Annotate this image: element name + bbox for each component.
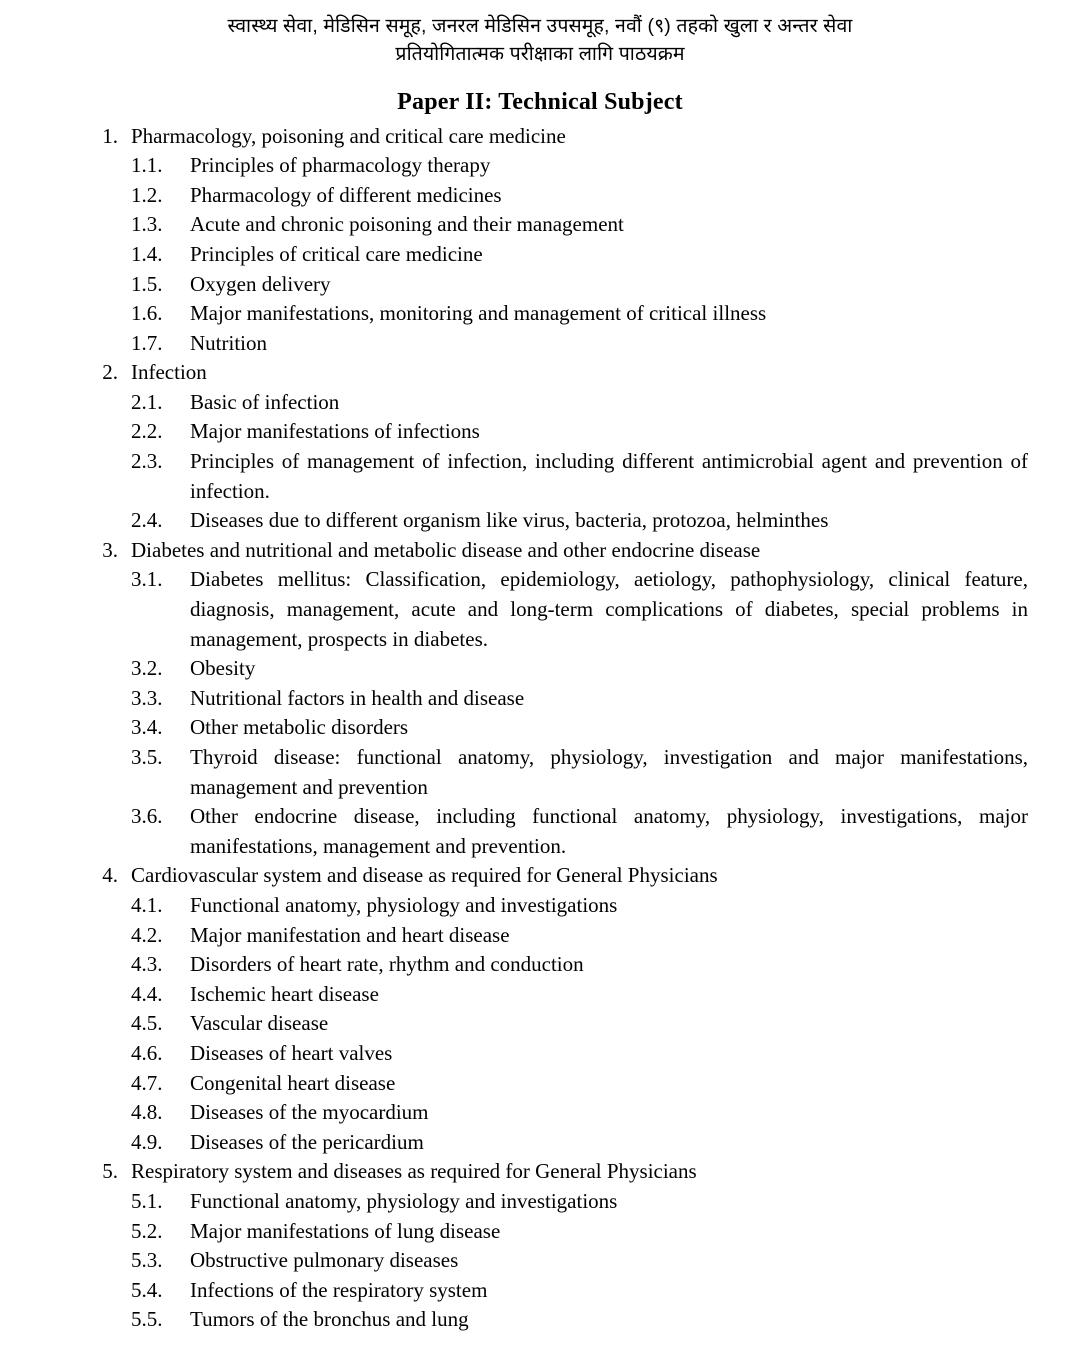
subsection-item (131, 1276, 1034, 1306)
section-number: 1. (102, 123, 118, 148)
subsection-text: Obstructive pulmonary diseases (190, 1248, 459, 1273)
subsection-text: Disorders of heart rate, rhythm and conduction (190, 952, 584, 977)
subsection-item (131, 1217, 1034, 1247)
subsection-number: 2.2. (131, 419, 163, 444)
subsection-number: 1.6. (131, 301, 163, 326)
section-title: Respiratory system and diseases as required for General Physicians (131, 1159, 697, 1184)
subsection-text: Functional anatomy, physiology and investigations (190, 892, 618, 917)
subsection-text: Oxygen delivery (190, 271, 331, 296)
subsection-text: Congenital heart disease (190, 1070, 396, 1095)
subsection-item (131, 181, 1034, 211)
subsection-text: Nutrition (190, 330, 267, 355)
subsection-item (131, 1187, 1034, 1217)
subsection-text: Major manifestations of lung disease (190, 1218, 501, 1243)
subsection-number: 3.3. (131, 685, 163, 710)
subsection-item (131, 447, 1034, 506)
subsection-list (131, 151, 1034, 358)
subsection-item (131, 1128, 1034, 1158)
subsection-list (131, 388, 1034, 536)
subsection-number: 3.6. (131, 804, 163, 829)
subsection-item (131, 1069, 1034, 1099)
subsection-item (131, 388, 1034, 418)
section-number: 5. (102, 1159, 118, 1184)
subsection-number: 4.4. (131, 981, 163, 1006)
section-number: 2. (102, 360, 118, 385)
subsection-item (131, 417, 1034, 447)
section-title: Pharmacology, poisoning and critical care medicine (131, 123, 566, 148)
section-title: Diabetes and nutritional and metabolic disease and other endocrine disease (131, 537, 761, 562)
subsection-item (131, 1098, 1034, 1128)
subsection-text: Pharmacology of different medicines (190, 182, 502, 207)
subsection-number: 4.8. (131, 1100, 163, 1125)
subsection-number: 1.2. (131, 182, 163, 207)
subsection-number: 2.4. (131, 508, 163, 533)
subsection-number: 1.4. (131, 241, 163, 266)
subsection-item (131, 802, 1034, 861)
subsection-text: Diseases of the pericardium (190, 1129, 424, 1154)
subsection-text: Major manifestations of infections (190, 419, 480, 444)
subsection-item (131, 1009, 1034, 1039)
subsection-item (131, 713, 1034, 743)
syllabus-section (46, 1157, 1034, 1335)
subsection-list (131, 891, 1034, 1157)
subsection-text: Tumors of the bronchus and lung (190, 1307, 469, 1332)
header-line-1: स्वास्थ्य सेवा, मेडिसिन समूह, जनरल मेडिसिन उपसमूह, नवौं (९) तहको खुला र अन्तर सेवा (227, 15, 853, 37)
subsection-text: Diseases due to different organism like virus, bacteria, protozoa, helminthes (190, 508, 829, 533)
subsection-number: 1.5. (131, 271, 163, 296)
subsection-item (131, 921, 1034, 951)
subsection-item (131, 240, 1034, 270)
subsection-item (131, 891, 1034, 921)
syllabus-section (46, 358, 1034, 536)
subsection-number: 5.3. (131, 1248, 163, 1273)
subsection-item (131, 565, 1034, 654)
subsection-item (131, 980, 1034, 1010)
subsection-item (131, 1305, 1034, 1335)
subsection-number: 5.5. (131, 1307, 163, 1332)
section-number: 3. (102, 537, 118, 562)
subsection-number: 1.1. (131, 153, 163, 178)
subsection-number: 4.2. (131, 922, 163, 947)
subsection-number: 3.1. (131, 567, 163, 592)
subsection-number: 2.3. (131, 449, 163, 474)
subsection-number: 3.4. (131, 715, 163, 740)
subsection-text: Vascular disease (190, 1011, 329, 1036)
subsection-number: 1.7. (131, 330, 163, 355)
subsection-number: 2.1. (131, 389, 163, 414)
subsection-number: 1.3. (131, 212, 163, 237)
subsection-text: Nutritional factors in health and disease (190, 685, 525, 710)
subsection-text: Major manifestations, monitoring and management of critical illness (190, 301, 767, 326)
subsection-item (131, 151, 1034, 181)
subsection-number: 3.2. (131, 656, 163, 681)
subsection-item (131, 684, 1034, 714)
subsection-item (131, 270, 1034, 300)
subsection-text: Other metabolic disorders (190, 715, 409, 740)
subsection-number: 4.7. (131, 1070, 163, 1095)
subsection-text: Diseases of the myocardium (190, 1100, 429, 1125)
subsection-number: 4.6. (131, 1040, 163, 1065)
subsection-item (131, 743, 1034, 802)
subsection-number: 5.2. (131, 1218, 163, 1243)
subsection-list (131, 1187, 1034, 1335)
subsection-list (131, 565, 1034, 861)
header-line-2: प्रतियोगितात्मक परीक्षाका लागि पाठयक्रम (395, 43, 685, 66)
subsection-item (131, 1246, 1034, 1276)
subsection-item (131, 1039, 1034, 1069)
subsection-text: Diseases of heart valves (190, 1040, 393, 1065)
section-number: 4. (102, 863, 118, 888)
subsection-item (131, 654, 1034, 684)
syllabus-section (46, 536, 1034, 862)
syllabus-section-list (46, 122, 1034, 1335)
section-title: Cardiovascular system and disease as required for General Physicians (131, 863, 718, 888)
subsection-text: Other endocrine disease, including functional anatomy, physiology, investigations, major manifestations, management and prevention. (190, 804, 1028, 858)
subsection-number: 5.1. (131, 1188, 163, 1213)
subsection-text: Diabetes mellitus: Classification, epidemiology, aetiology, pathophysiology, clinical feature, diagnosis, management, acute and long-term complications of diabetes, special problems in management, prospects in diabetes. (190, 567, 1028, 651)
subsection-item (131, 950, 1034, 980)
syllabus-section (46, 861, 1034, 1157)
page-title: Paper II: Technical Subject (397, 88, 683, 115)
subsection-text: Obesity (190, 656, 256, 681)
subsection-text: Functional anatomy, physiology and investigations (190, 1188, 618, 1213)
subsection-item (131, 329, 1034, 359)
subsection-text: Principles of management of infection, including different antimicrobial agent and prevention of infection. (190, 449, 1028, 503)
subsection-text: Basic of infection (190, 389, 340, 414)
subsection-text: Major manifestation and heart disease (190, 922, 510, 947)
subsection-text: Principles of pharmacology therapy (190, 153, 491, 178)
subsection-number: 3.5. (131, 745, 163, 769)
subsection-number: 4.1. (131, 892, 163, 917)
subsection-text: Ischemic heart disease (190, 981, 379, 1006)
subsection-number: 4.3. (131, 952, 163, 977)
subsection-text: Acute and chronic poisoning and their management (190, 212, 624, 237)
subsection-text: Principles of critical care medicine (190, 241, 483, 266)
subsection-text: Thyroid disease: functional anatomy, physiology, investigation and major manifestations, management and prevention (190, 745, 1028, 799)
subsection-number: 4.5. (131, 1011, 163, 1036)
subsection-number: 4.9. (131, 1129, 163, 1154)
subsection-item (131, 299, 1034, 329)
subsection-item (131, 506, 1034, 536)
subsection-number: 5.4. (131, 1277, 163, 1302)
syllabus-section (46, 122, 1034, 359)
subsection-item (131, 210, 1034, 240)
subsection-text: Infections of the respiratory system (190, 1277, 488, 1302)
document-header (46, 12, 1034, 69)
section-title: Infection (131, 360, 207, 385)
